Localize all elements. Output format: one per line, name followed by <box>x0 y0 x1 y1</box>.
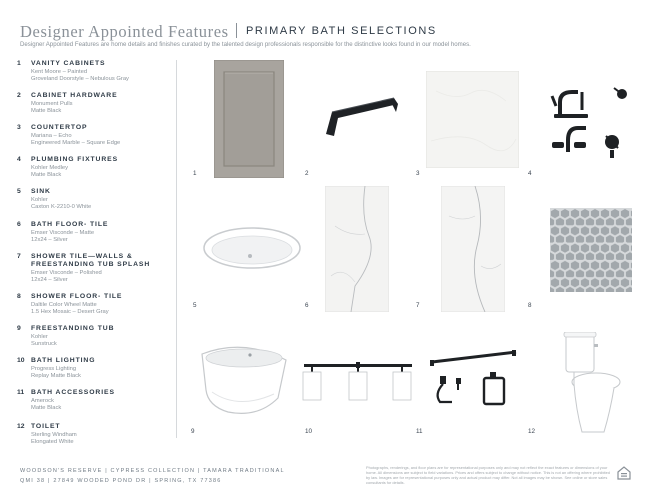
panel-number: 7 <box>416 302 420 309</box>
bath-accessories-image <box>428 350 520 410</box>
selection-detail: Kohler Medley <box>31 165 69 171</box>
selection-detail: 12x24 – Silver <box>31 277 68 283</box>
faucet-set-icon <box>546 80 636 162</box>
selection-number: 4 <box>17 156 21 163</box>
selection-detail: Replay Matte Black <box>31 373 81 379</box>
panel-number: 6 <box>305 302 309 309</box>
selection-number: 1 <box>17 60 21 67</box>
selection-number: 2 <box>17 92 21 99</box>
selection-detail: Sterling Windham <box>31 432 77 438</box>
panel-number: 9 <box>191 428 195 435</box>
selection-detail: Amerock <box>31 398 54 404</box>
cabinet-pull-image <box>318 90 403 140</box>
selection-detail: Kohler <box>31 334 48 340</box>
toilet-icon <box>560 332 622 436</box>
hex-mosaic-icon <box>550 208 632 292</box>
selection-detail: Mariana – Echo <box>31 133 72 139</box>
panel-number: 8 <box>528 302 532 309</box>
selection-number: 3 <box>17 124 21 131</box>
selection-detail: Groveland Doorstyle – Nebulous Gray <box>31 76 129 82</box>
floor-tile-icon <box>325 186 389 312</box>
hex-mosaic-image <box>550 208 632 292</box>
intro-text: Designer Appointed Features are home details and finishes curated by the talented design professionals responsible for the distinctive looks found in our model homes. <box>20 41 471 48</box>
selection-detail: Matte Black <box>31 172 62 178</box>
sink-image <box>202 226 302 274</box>
selection-number: 12 <box>17 423 25 430</box>
address-info: QMI 38 | 27849 WOODED POND DR | SPRING, TX 77386 <box>20 478 222 484</box>
plumbing-fixtures-image <box>546 80 636 162</box>
vanity-cabinet-door-icon <box>214 60 284 178</box>
cabinet-pull-icon <box>318 90 403 140</box>
selection-detail: 1.5 Hex Mosaic – Desert Gray <box>31 309 109 315</box>
legal-disclaimer: Photographs, renderings, and floor plans are for representational purposes only and may not reflect the exact features or dimensions of your home. All dimensions are subject to field variations. Prices and offers subject to change without notice. This is not an offering where prohibited by law. Images are for representational purposes only and actual product may differ. Not all images may be shown. See online or store sales consultants for details. <box>366 465 610 485</box>
selection-detail: Caxton K-2210-0 White <box>31 204 92 210</box>
selection-category: TOILET <box>31 423 61 430</box>
selection-category: SHOWER FLOOR- TILE <box>31 293 123 300</box>
bath-accessories-icon <box>428 350 520 410</box>
selection-category: PLUMBING FIXTURES <box>31 156 119 163</box>
vanity-light-image <box>302 362 414 404</box>
page-title: Designer Appointed Features <box>20 22 229 41</box>
vanity-cabinet-door-image <box>214 60 284 178</box>
selection-number: 11 <box>17 389 25 396</box>
panel-number: 1 <box>193 170 197 177</box>
shower-tile-icon <box>441 186 505 312</box>
selection-number: 5 <box>17 188 21 195</box>
sink-icon <box>202 226 302 274</box>
selection-detail: 12x24 – Silver <box>31 237 68 243</box>
equal-housing-icon <box>617 466 631 480</box>
selection-detail: Elongated White <box>31 439 74 445</box>
floor-tile-image <box>325 186 389 312</box>
selection-detail: Kohler <box>31 197 48 203</box>
shower-tile-image <box>441 186 505 312</box>
selection-category: SHOWER TILE—WALLS & <box>31 253 133 260</box>
countertop-sample-image <box>426 71 519 168</box>
panel-number: 11 <box>416 428 423 435</box>
selection-detail: Kent Moore – Painted <box>31 69 88 75</box>
selection-detail: Daltile Color Wheel Matte <box>31 302 97 308</box>
selection-detail: Matte Black <box>31 108 62 114</box>
panel-number: 4 <box>528 170 532 177</box>
panel-number: 12 <box>528 428 536 435</box>
selection-category: CABINET HARDWARE <box>31 92 118 99</box>
vanity-light-icon <box>302 362 414 404</box>
selection-detail: Sunstruck <box>31 341 57 347</box>
selection-number: 6 <box>17 221 21 228</box>
toilet-image <box>560 332 622 436</box>
selection-detail: Engineered Marble – Square Edge <box>31 140 121 146</box>
selection-detail: Progress Lighting <box>31 366 77 372</box>
selection-number: 10 <box>17 357 25 364</box>
selection-detail: Emser Visconde – Matte <box>31 230 95 236</box>
panel-number: 3 <box>416 170 420 177</box>
panel-number: 10 <box>305 428 313 435</box>
freestanding-tub-icon <box>198 340 290 418</box>
page-header <box>20 22 640 42</box>
selection-category: FREESTANDING TUB <box>31 325 115 332</box>
selection-number: 8 <box>17 293 21 300</box>
selection-category: BATH FLOOR- TILE <box>31 221 109 228</box>
selection-number: 7 <box>17 253 21 260</box>
panel-number: 2 <box>305 170 309 177</box>
selection-category: BATH ACCESSORIES <box>31 389 115 396</box>
selection-detail: Matte Black <box>31 405 62 411</box>
title-divider <box>236 23 237 38</box>
selection-number: 9 <box>17 325 21 332</box>
countertop-marble-icon <box>426 71 519 168</box>
freestanding-tub-image <box>198 340 290 418</box>
selection-category: SINK <box>31 188 51 195</box>
panel-number: 5 <box>193 302 197 309</box>
page-subtitle: PRIMARY BATH SELECTIONS <box>246 25 437 37</box>
selection-category: VANITY CABINETS <box>31 60 106 67</box>
selection-detail: Emser Visconde – Polished <box>31 270 102 276</box>
selection-detail: Monument Pulls <box>31 101 73 107</box>
selection-category: BATH LIGHTING <box>31 357 96 364</box>
community-info: WOODSON'S RESERVE | CYPRESS COLLECTION | TAMARA TRADITIONAL <box>20 468 285 474</box>
column-divider <box>176 60 177 438</box>
selection-category-line-2: FREESTANDING TUB SPLASH <box>31 261 151 268</box>
selection-category: COUNTERTOP <box>31 124 88 131</box>
